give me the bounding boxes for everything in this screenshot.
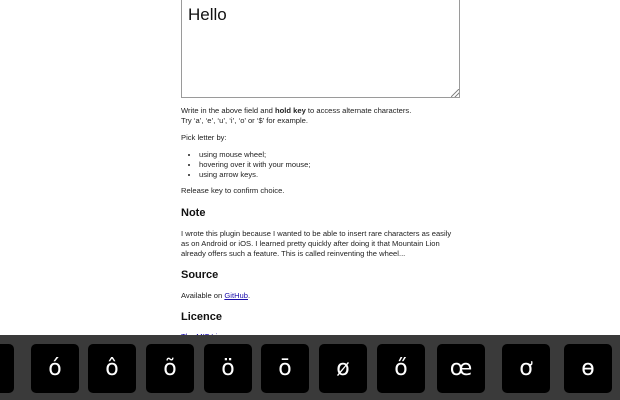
source-text-post: . <box>248 291 251 300</box>
char-key-oe-ligature[interactable]: œ <box>437 344 485 393</box>
instructions-line-1 <box>181 106 411 116</box>
source-heading: Source <box>181 269 219 281</box>
pick-title: Pick letter by: <box>181 133 227 142</box>
char-key-o-double-acute[interactable]: ő <box>377 344 425 393</box>
char-key-barred-o[interactable]: ɵ <box>564 344 612 393</box>
char-key-o-macron[interactable]: ō <box>261 344 309 393</box>
instructions-line-2: Try ‘a’, ‘e’, ‘u’, ‘i’, ‘o’ or ‘$’ for example. <box>181 116 309 125</box>
char-key-o-horn[interactable]: ơ <box>502 344 550 393</box>
character-picker-bar <box>0 335 620 400</box>
source-text <box>181 291 250 301</box>
char-key-o-acute[interactable]: ó <box>31 344 79 393</box>
instructions-text-pre: Write in the above field and <box>181 106 275 115</box>
char-key-o-stroke[interactable]: ø <box>319 344 367 393</box>
pick-methods-list <box>181 150 310 180</box>
licence-heading: Licence <box>181 311 222 323</box>
char-key-o-circumflex[interactable]: ô <box>88 344 136 393</box>
char-key-o-diaeresis[interactable]: ö <box>204 344 252 393</box>
release-text: Release key to confirm choice. <box>181 186 285 195</box>
text-input-area[interactable]: Hello <box>181 0 460 98</box>
github-link[interactable]: GitHub <box>224 291 248 300</box>
note-body: I wrote this plugin because I wanted to be able to insert rare characters as easily as on Android or iOS. I learned pretty quickly after doing it that Mountain Lion already offers such a feature. This is called reinventing the wheel... <box>181 229 452 258</box>
list-item: • using arrow keys. <box>199 170 310 180</box>
instructions-text-post: to access alternate characters. <box>305 106 412 115</box>
source-text-pre: Available on <box>181 291 225 300</box>
instructions-bold: hold key <box>275 106 306 115</box>
resize-handle[interactable] <box>451 89 459 97</box>
list-item: • hovering over it with your mouse; <box>199 160 310 170</box>
list-item: • using mouse wheel; <box>199 150 310 160</box>
note-heading: Note <box>181 207 206 219</box>
char-key-o-grave[interactable] <box>0 344 14 393</box>
char-key-o-tilde[interactable]: õ <box>146 344 194 393</box>
